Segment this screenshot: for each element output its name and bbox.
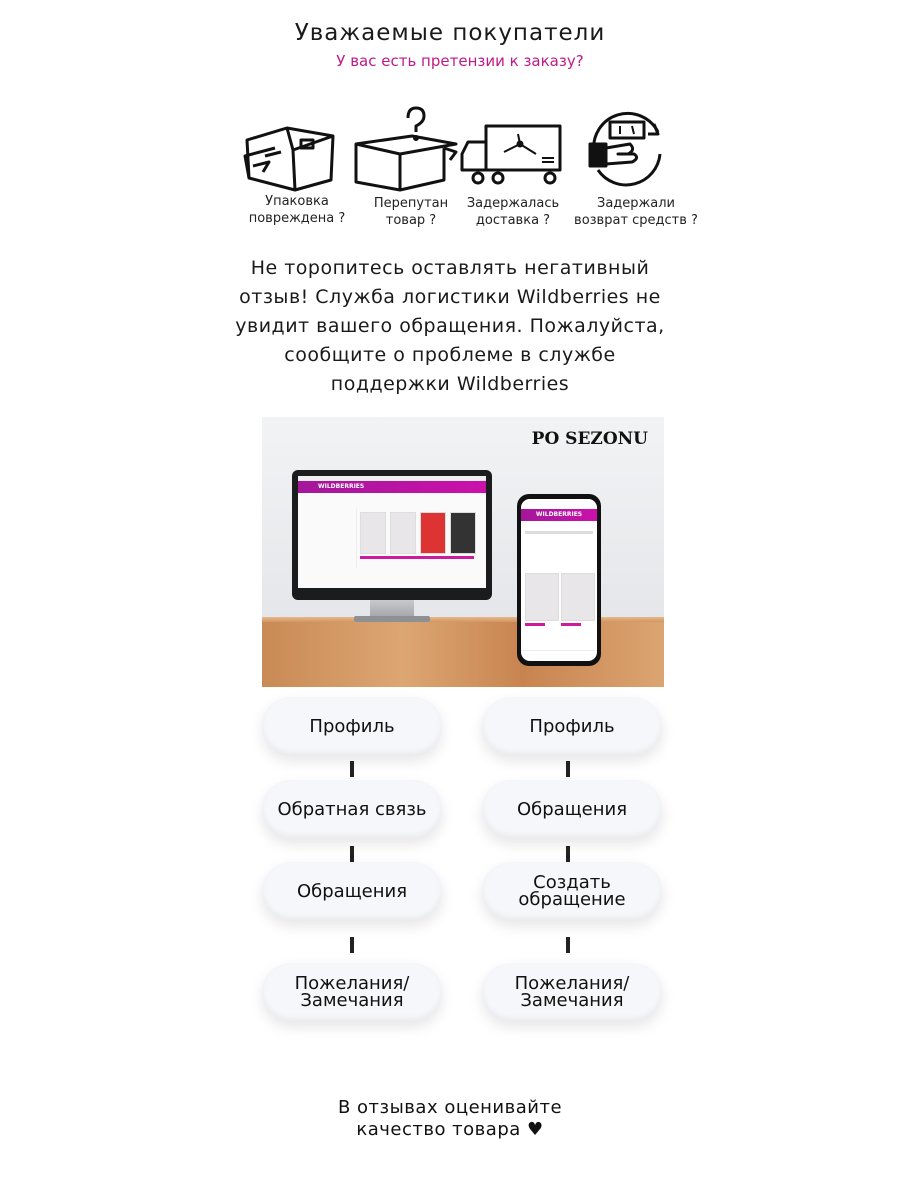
notice-text: Не торопитесь оставлять негативный отзыв! Служба логистики Wildberries не увидит вашего обращения. Пожалуйста, сообщите о проблеме в службе поддержки Wildberries [235, 257, 665, 395]
step-right-create-request: Создать обращение [482, 862, 662, 920]
page-title: Уважаемые покупатели [294, 20, 606, 46]
heart-icon: ♥ [527, 1119, 544, 1140]
connector [350, 761, 354, 777]
open-box-question-icon [352, 104, 472, 194]
issue-label-wrong-item: Перепутан товар ? [373, 196, 449, 228]
connector [566, 761, 570, 777]
connector [566, 846, 570, 862]
monitor-base [354, 616, 430, 622]
issue-label-damaged: Упаковка повреждена ? [248, 194, 346, 226]
page-subtitle: У вас есть претензии к заказу? [336, 52, 584, 70]
connector [566, 937, 570, 953]
hero-devices-image [262, 417, 664, 687]
phone-site-name: WILDBERRIES [521, 509, 597, 521]
step-left-profile: Профиль [262, 697, 442, 755]
monitor-site-name: WILDBERRIES [298, 481, 486, 493]
footer-text: В отзывах оценивайте качество товара ♥ [337, 1097, 563, 1140]
money-return-icon [576, 104, 696, 194]
step-right-requests: Обращения [482, 780, 662, 838]
step-left-requests: Обращения [262, 862, 442, 920]
issue-label-delivery-delay: Задержалась доставка ? [466, 196, 560, 228]
issue-label-refund-delay: Задержали возврат средств ? [574, 196, 698, 228]
monitor-screen [298, 476, 486, 588]
step-left-feedback: Обратная связь [262, 780, 442, 838]
step-left-wishes: Пожелания/ Замечания [262, 963, 442, 1021]
step-right-profile: Профиль [482, 697, 662, 755]
step-right-wishes: Пожелания/ Замечания [482, 963, 662, 1021]
desktop-monitor [292, 470, 492, 600]
phone-screen [521, 499, 597, 661]
connector [350, 846, 354, 862]
wooden-table [262, 622, 664, 687]
smartphone [517, 494, 601, 666]
connector [350, 937, 354, 953]
brand-logo: PO SEZONU [531, 429, 648, 449]
